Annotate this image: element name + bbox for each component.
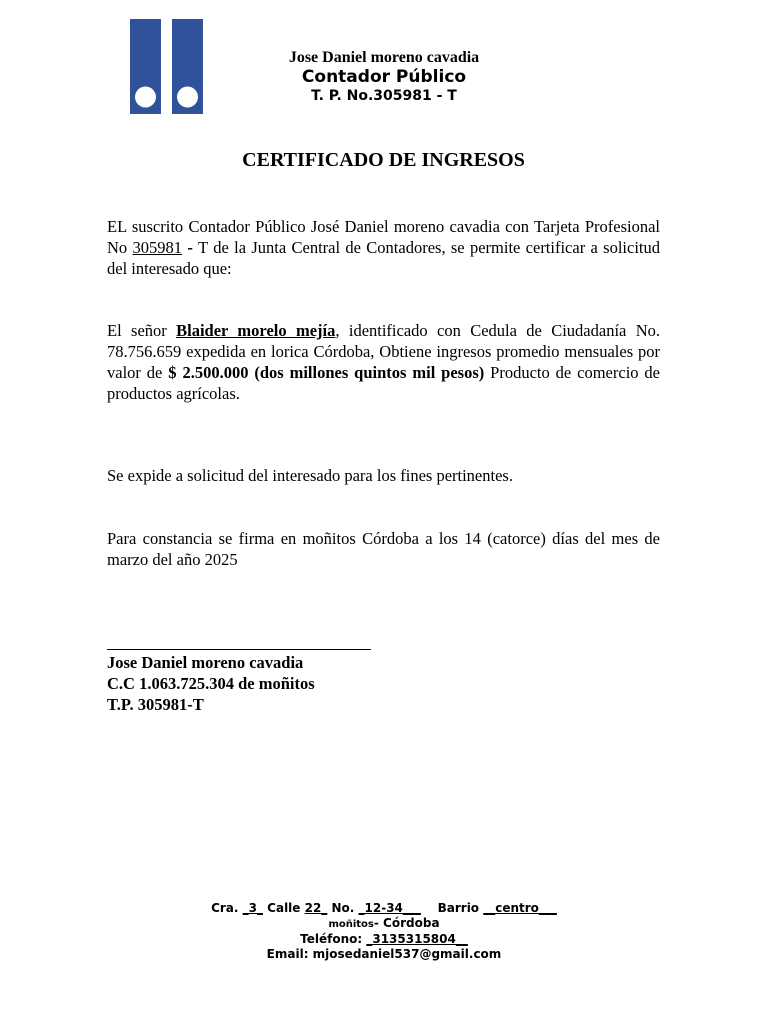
city-name: moñitos <box>328 919 374 930</box>
phone-label: Teléfono: <box>300 932 367 946</box>
purpose-paragraph: Se expide a solicitud del interesado para los fines pertinentes. <box>107 466 513 485</box>
accountant-role: Contador Público <box>301 67 467 87</box>
letterhead <box>190 48 578 105</box>
calle-label: Calle <box>262 901 305 915</box>
footer-city <box>134 916 634 932</box>
income-text-end: Producto de comercio de productos agrícolas. <box>107 363 661 403</box>
income-text-middle: , identificado con Cedula de Ciudadanía No. 78.756.659 expedida en lorica Córdoba, Obtiene ingresos promedio mensuales por valor de <box>107 321 661 382</box>
footer-phone <box>134 932 634 947</box>
phone-value: _3135315804__ <box>366 932 468 946</box>
tp-dash: - <box>182 238 199 257</box>
barrio-value: __centro___ <box>483 901 557 915</box>
income-amount: $ 2.500.000 (dos millones quintos mil pesos) <box>168 363 485 382</box>
income-paragraph <box>107 320 660 404</box>
professional-card-number: T. P. No.305981 - T <box>311 88 457 104</box>
person-name: Blaider morelo mejía <box>176 321 336 340</box>
signing-date-paragraph: Para constancia se firma en moñitos Córdoba a los 14 (catorce) días del mes de marzo del año 2025 <box>107 529 660 569</box>
cra-value: _3_ <box>242 901 263 915</box>
document-title: CERTIFICADO DE INGRESOS <box>242 149 525 171</box>
signature-block <box>107 652 315 715</box>
tp-number: 305981 <box>132 238 182 257</box>
accountant-name: Jose Daniel moreno cavadia <box>288 49 480 66</box>
barrio-label: Barrio <box>420 901 484 915</box>
signer-name: Jose Daniel moreno cavadia <box>107 653 304 672</box>
no-value: _12-34___ <box>358 901 421 915</box>
cra-label: Cra. <box>211 901 243 915</box>
intro-text-end: T de la Junta Central de Contadores, se permite certificar a solicitud del interesado que: <box>107 238 660 278</box>
signer-tp: T.P. 305981-T <box>107 695 204 714</box>
city-department: - Córdoba <box>373 916 440 930</box>
signature-line <box>107 649 371 650</box>
no-label: No. <box>327 901 359 915</box>
footer-contact <box>134 901 634 962</box>
footer-address <box>134 901 634 916</box>
intro-text-start: EL suscrito Contador Público José Daniel moreno cavadia con Tarjeta Profesional No <box>107 217 660 257</box>
intro-paragraph <box>107 216 660 279</box>
income-text-intro: El señor <box>107 321 177 340</box>
signer-id: C.C 1.063.725.304 de moñitos <box>107 674 315 693</box>
calle-value: 22_ <box>304 901 328 915</box>
footer-email: Email: mjosedaniel537@gmail.com <box>266 947 502 961</box>
